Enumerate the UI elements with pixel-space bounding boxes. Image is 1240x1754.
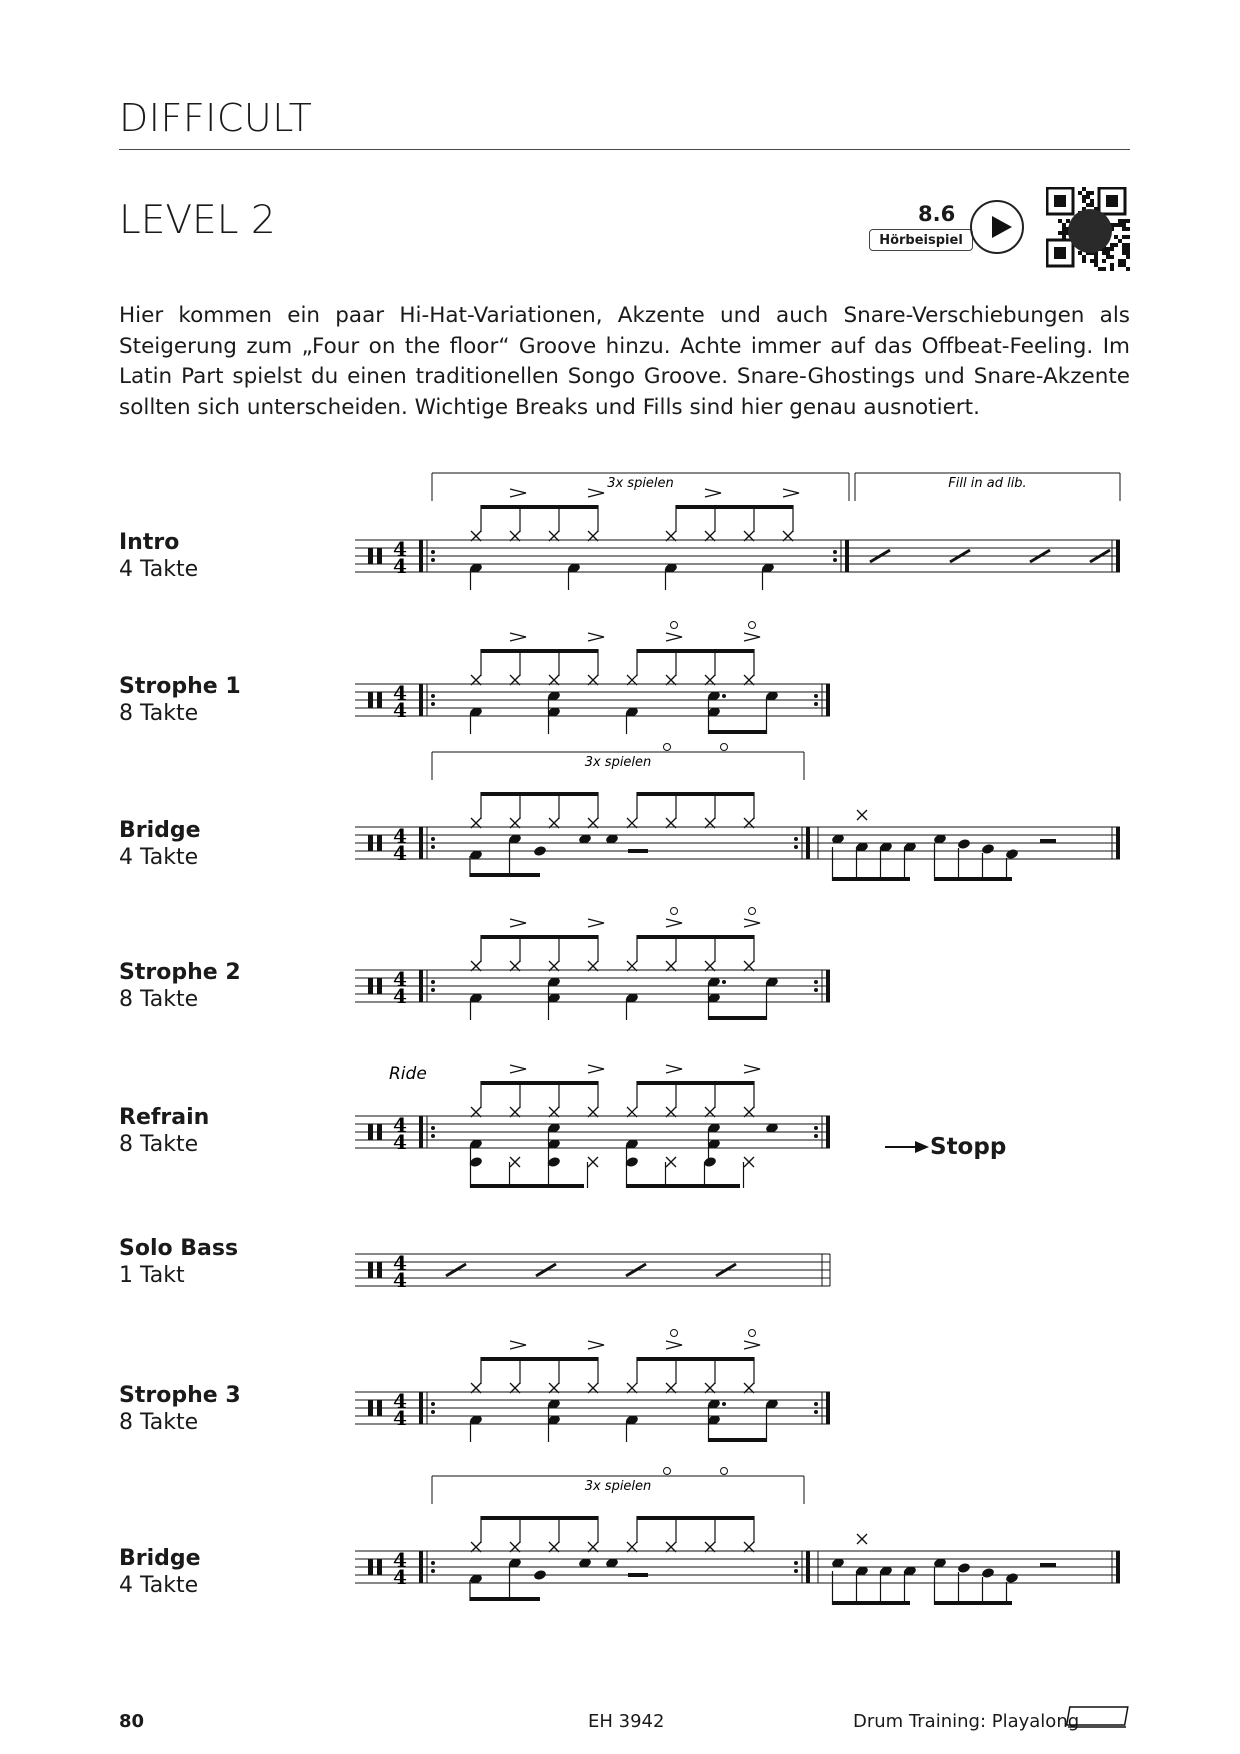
percussion-clef [377,548,382,564]
section-bar-count: 4 Takte [119,557,199,582]
percussion-clef [368,835,373,851]
accent-mark [783,489,799,497]
accent-mark [510,489,526,497]
dot [722,694,726,698]
repeat-dot [814,1410,818,1414]
section-name: Solo Bass [119,1236,239,1261]
half-rest [628,849,648,853]
bracket-label: 3x spielen [584,755,652,770]
accent-mark [510,633,526,641]
dot [722,1402,726,1406]
accent-mark [666,1065,682,1073]
accent-mark [744,919,760,927]
section-bar-count: 4 Takte [119,1573,199,1598]
repeat-end [826,1392,830,1424]
percussion-clef [368,548,373,564]
repeat-dot [431,1410,435,1414]
repeat-dot [794,845,798,849]
percussion-clef [377,1124,382,1140]
open-hi-hat-mark [664,744,671,751]
percussion-clef [368,1262,373,1278]
accent-mark [666,1341,682,1349]
repeat-dot [794,837,798,841]
percussion-clef [377,1559,382,1575]
note-beam [481,1081,598,1085]
percussion-clef [368,1400,373,1416]
repeat-dot [431,1134,435,1138]
intro-text: Hier kommen ein paar Hi-Hat-Variationen, Akzente und auch Snare-Verschiebungen als Steigerung zum „Four on the floor“ Groove hinzu. Achte immer auf das Offbeat-Feeling. Im Latin Part spielst du einen traditionellen Songo Groove. Snare-Ghostings und Snare-Akzente sollten sich unterscheiden. Wichtige Breaks und Fills sind hier genau ausnotiert. [119,303,1130,420]
note-beam [481,935,598,939]
note-beam [470,873,540,877]
catalog-code: EH 3942 [588,1711,665,1732]
section-name: Intro [119,530,180,555]
section-bar-count: 1 Takt [119,1263,185,1288]
time-signature-top: 4 [393,681,407,705]
track-number: 8.6 [918,202,956,226]
repeat-dot [431,558,435,562]
time-signature-bottom: 4 [393,984,407,1008]
section-name: Refrain [119,1105,210,1130]
percussion-clef [368,978,373,994]
note-beam [709,1016,767,1020]
half-rest [1040,1563,1056,1567]
repeat-end [826,1116,830,1148]
accent-mark [666,919,682,927]
accent-mark [666,633,682,641]
time-signature-bottom: 4 [393,554,407,578]
time-signature-bottom: 4 [393,1406,407,1430]
note-beam [709,1438,767,1442]
repeat-end [826,684,830,716]
hage-logo [1066,1706,1130,1732]
note-beam [832,1601,910,1605]
time-signature-bottom: 4 [393,1268,407,1292]
accent-mark [510,1065,526,1073]
open-hi-hat-mark [749,622,756,629]
repeat-dot [431,550,435,554]
repeat-dot [794,1561,798,1565]
page-number: 80 [119,1711,145,1732]
repeat-start [419,540,423,572]
section-bar-count: 4 Takte [119,845,199,870]
repeat-dot [814,1134,818,1138]
note-beam [637,1081,754,1085]
arrow-right-icon [885,1137,929,1157]
repeat-dot [431,980,435,984]
repeat-start [419,970,423,1002]
open-hi-hat-mark [671,622,678,629]
time-signature-top: 4 [393,537,407,561]
note-beam [481,1357,598,1361]
repeat-dot [814,694,818,698]
time-signature-bottom: 4 [393,1130,407,1154]
note-beam [481,505,598,509]
note-beam [481,792,598,796]
percussion-clef [377,835,382,851]
open-hi-hat-mark [671,1330,678,1337]
note-beam [637,792,754,796]
open-hi-hat-mark [749,1330,756,1337]
repeat-start [419,1551,423,1583]
repeat-dot [833,550,837,554]
time-signature-bottom: 4 [393,841,407,865]
repeat-start [419,1116,423,1148]
final-barline [1116,1551,1120,1583]
section-title: DIFFICULT [119,96,313,140]
note-beam [676,505,793,509]
note-beam [637,1357,754,1361]
percussion-clef [368,1559,373,1575]
repeat-dot [431,1402,435,1406]
repeat-dot [833,558,837,562]
stopp-label: Stopp [930,1134,1007,1160]
accent-mark [588,489,604,497]
percussion-clef [377,1262,382,1278]
accent-mark [588,919,604,927]
final-barline [1116,827,1120,859]
repeat-dot [431,845,435,849]
time-signature-top: 4 [393,967,407,991]
section-name: Strophe 2 [119,960,241,985]
note-beam [709,730,767,734]
open-hi-hat-mark [664,1468,671,1475]
note-beam [934,877,1012,881]
bracket-label: 3x spielen [607,476,674,491]
time-signature-top: 4 [393,1548,407,1572]
time-signature-top: 4 [393,1113,407,1137]
time-signature-top: 4 [393,824,407,848]
repeat-dot [794,1569,798,1573]
open-hi-hat-mark [749,908,756,915]
half-rest [1040,839,1056,843]
percussion-clef [377,978,382,994]
percussion-clef [368,692,373,708]
note-beam [481,649,598,653]
accent-mark [744,1065,760,1073]
percussion-clef [368,1124,373,1140]
repeat-start [419,827,423,859]
repeat-dot [814,702,818,706]
time-signature-bottom: 4 [393,698,407,722]
repeat-end [845,540,849,572]
repeat-dot [431,837,435,841]
section-name: Bridge [119,818,201,843]
repeat-dot [431,1126,435,1130]
level-title: LEVEL 2 [119,198,276,243]
note-beam [481,1516,598,1520]
time-signature-top: 4 [393,1389,407,1413]
time-signature-bottom: 4 [393,1565,407,1589]
open-hi-hat-mark [671,908,678,915]
section-name: Strophe 3 [119,1383,241,1408]
note-beam [470,1184,584,1188]
section-bar-count: 8 Takte [119,701,199,726]
note-beam [934,1601,1012,1605]
open-hi-hat-mark [721,744,728,751]
repeat-start [419,1392,423,1424]
section-bar-count: 8 Takte [119,1410,199,1435]
accent-mark [744,633,760,641]
time-signature-top: 4 [393,1251,407,1275]
note-beam [637,1516,754,1520]
half-rest [628,1573,648,1577]
note-head [533,1569,547,1581]
open-hi-hat-mark [721,1468,728,1475]
final-barline [1116,540,1120,572]
repeat-dot [814,1402,818,1406]
repeat-dot [814,980,818,984]
accent-mark [705,489,721,497]
accent-mark [588,633,604,641]
bracket-label: 3x spielen [584,1479,652,1494]
repeat-dot [814,1126,818,1130]
repeat-dot [814,988,818,992]
section-name: Strophe 1 [119,674,241,699]
bracket-label: Fill in ad lib. [948,476,1027,491]
note-beam [470,1597,540,1601]
percussion-clef [377,1400,382,1416]
section-name: Bridge [119,1546,201,1571]
note-head [533,845,547,857]
accent-mark [744,1341,760,1349]
note-beam [832,877,910,881]
repeat-start [419,684,423,716]
section-bar-count: 8 Takte [119,1132,199,1157]
repeat-end [806,827,810,859]
dot [722,980,726,984]
repeat-dot [431,1561,435,1565]
accent-mark [588,1341,604,1349]
repeat-end [806,1551,810,1583]
repeat-dot [431,988,435,992]
ride-label: Ride [389,1064,427,1084]
audio-example-badge: Hörbeispiel [869,229,973,251]
book-title: Drum Training: Playalong [853,1711,1080,1732]
note-beam [626,1184,740,1188]
repeat-dot [431,694,435,698]
repeat-dot [431,702,435,706]
accent-mark [588,1065,604,1073]
note-beam [637,935,754,939]
repeat-end [826,970,830,1002]
accent-mark [510,919,526,927]
repeat-dot [431,1569,435,1573]
accent-mark [510,1341,526,1349]
note-beam [637,649,754,653]
percussion-clef [377,692,382,708]
section-bar-count: 8 Takte [119,987,199,1012]
